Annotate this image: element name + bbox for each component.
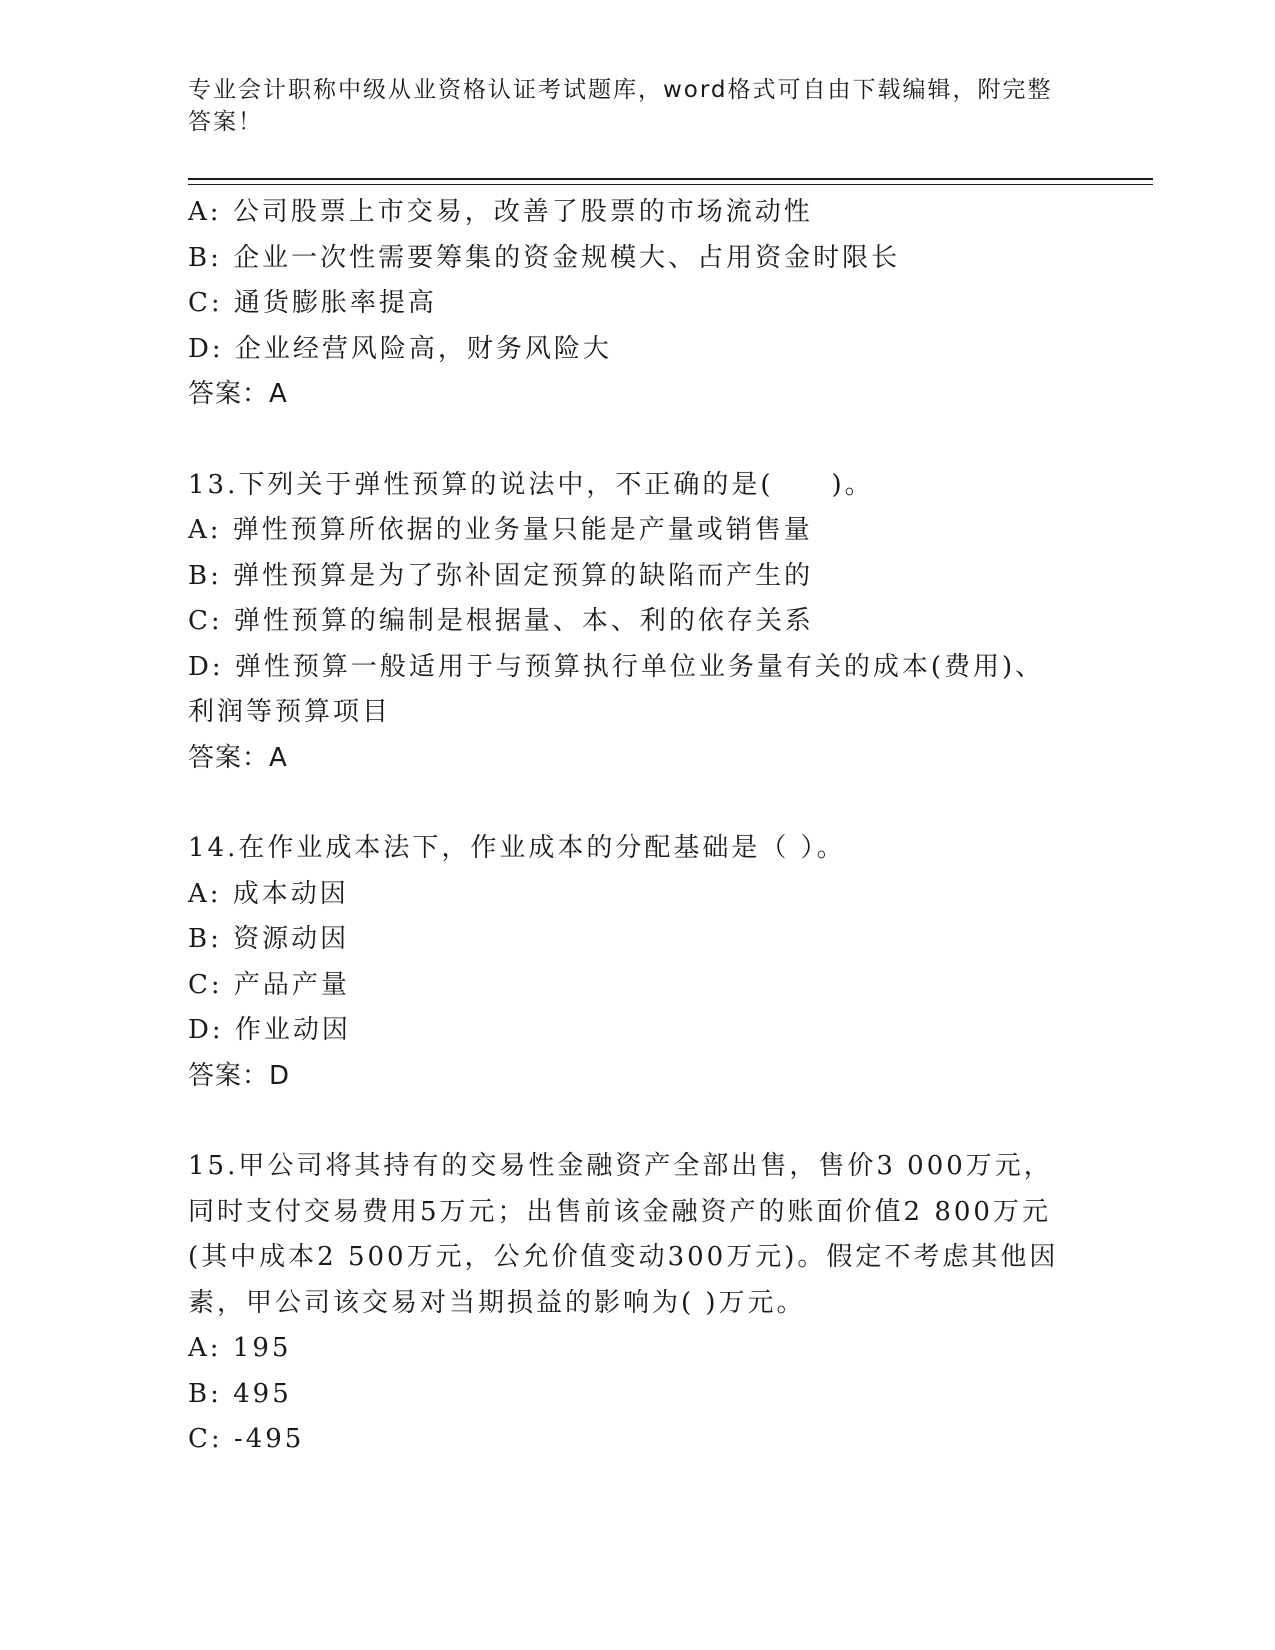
answer: 答案：A: [188, 379, 288, 409]
question-12: [188, 190, 1068, 418]
question-15: [188, 1144, 1068, 1463]
option-c: C: 产品产量: [188, 969, 350, 1000]
option-b: B: 495: [188, 1378, 292, 1409]
option-b: B: 弹性预算是为了弥补固定预算的缺陷而产生的: [188, 560, 814, 591]
question-14: [188, 826, 1068, 1099]
option-d: D: 作业动因: [188, 1015, 351, 1045]
option-d: D: 企业经营风险高，财务风险大: [188, 333, 612, 364]
option-b: B: 资源动因: [188, 924, 350, 954]
question-text: 13.下列关于弹性预算的说法中，不正确的是( )。: [188, 469, 874, 500]
question-13: [188, 463, 1068, 782]
spacer: [188, 1099, 1068, 1144]
option-d: D: 弹性预算一般适用于与预算执行单位业务量有关的成本(费用)、利润等预算项目: [188, 651, 1045, 727]
option-c: C: -495: [188, 1424, 305, 1454]
question-text: 14.在作业成本法下，作业成本的分配基础是（ ）。: [188, 833, 846, 863]
option-c: C: 通货膨胀率提高: [188, 288, 437, 318]
option-a: A: 成本动因: [188, 878, 349, 909]
option-a: A: 公司股票上市交易，改善了股票的市场流动性: [188, 197, 813, 227]
question-text: 15.甲公司将其持有的交易性金融资产全部出售，售价3 000万元，同时支付交易费用5万元；出售前该金融资产的账面价值2 800万元(其中成本2 500万元，公允价值变动300万元)。假定不考虑其他因素，甲公司该交易对当期损益的影响为( )万元。: [188, 1151, 1059, 1318]
spacer: [188, 418, 1068, 463]
header-rule-thick: [188, 178, 1153, 180]
option-c: C: 弹性预算的编制是根据量、本、利的依存关系: [188, 606, 814, 636]
question-content: [188, 190, 1068, 1463]
option-a: A: 弹性预算所依据的业务量只能是产量或销售量: [188, 515, 813, 545]
header-note: 专业会计职称中级从业资格认证考试题库，word格式可自由下载编辑，附完整答案！: [188, 77, 1053, 135]
spacer: [188, 781, 1068, 826]
header-rule-thin: [188, 184, 1153, 185]
answer: 答案：A: [188, 742, 288, 773]
answer: 答案：D: [188, 1060, 291, 1091]
option-b: B: 企业一次性需要筹集的资金规模大、占用资金时限长: [188, 242, 901, 273]
option-a: A: 195: [188, 1333, 292, 1363]
